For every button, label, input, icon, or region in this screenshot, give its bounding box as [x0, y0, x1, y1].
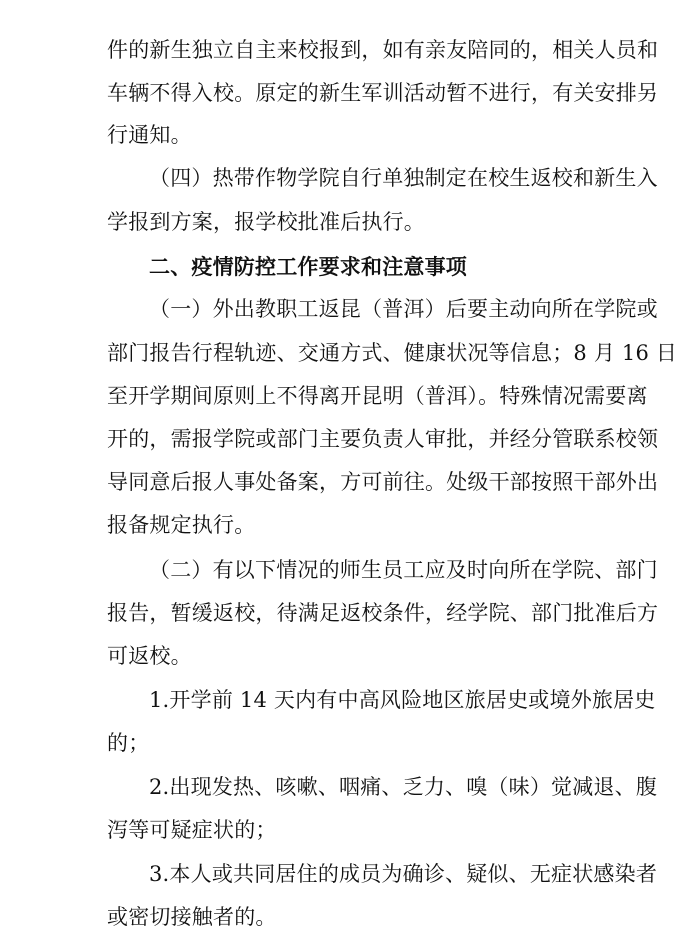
paragraph-line: 至开学期间原则上不得离开昆明（普洱）。特殊情况需要离: [107, 384, 648, 408]
paragraph-line: 部门报告行程轨迹、交通方式、健康状况等信息；8 月 16 日: [107, 341, 678, 365]
list-item-line: 3.本人或共同居住的成员为确诊、疑似、无症状感染者: [149, 862, 658, 886]
list-item-line: 或密切接触者的。: [107, 905, 277, 929]
paragraph-line: （四）热带作物学院自行单独制定在校生返校和新生入: [149, 166, 658, 190]
paragraph-line: 行通知。: [107, 123, 192, 147]
paragraph-line: （二）有以下情况的师生员工应及时向所在学院、部门: [149, 558, 658, 582]
paragraph-line: 可返校。: [107, 644, 192, 668]
list-item-line: 2.出现发热、咳嗽、咽痛、乏力、嗅（味）觉减退、腹: [149, 775, 658, 799]
paragraph-line: 报备规定执行。: [107, 513, 256, 537]
paragraph-line: （一）外出教职工返昆（普洱）后要主动向所在学院或: [149, 297, 658, 321]
paragraph-line: 学报到方案，报学校批准后执行。: [107, 210, 425, 234]
paragraph-line: 车辆不得入校。原定的新生军训活动暂不进行，有关安排另: [107, 81, 659, 105]
section-heading: 二、疫情防控工作要求和注意事项: [149, 255, 467, 279]
list-item-line: 泻等可疑症状的；: [107, 818, 277, 842]
list-item-line: 1.开学前 14 天内有中高风险地区旅居史或境外旅居史: [149, 688, 656, 712]
paragraph-line: 报告，暂缓返校，待满足返校条件，经学院、部门批准后方: [107, 601, 659, 625]
list-item-line: 的；: [107, 731, 150, 755]
paragraph-line: 导同意后报人事处备案，方可前往。处级干部按照干部外出: [107, 470, 659, 494]
paragraph-line: 开的，需报学院或部门主要负责人审批，并经分管联系校领: [107, 427, 659, 451]
paragraph-line: 件的新生独立自主来校报到，如有亲友陪同的，相关人员和: [107, 38, 659, 62]
